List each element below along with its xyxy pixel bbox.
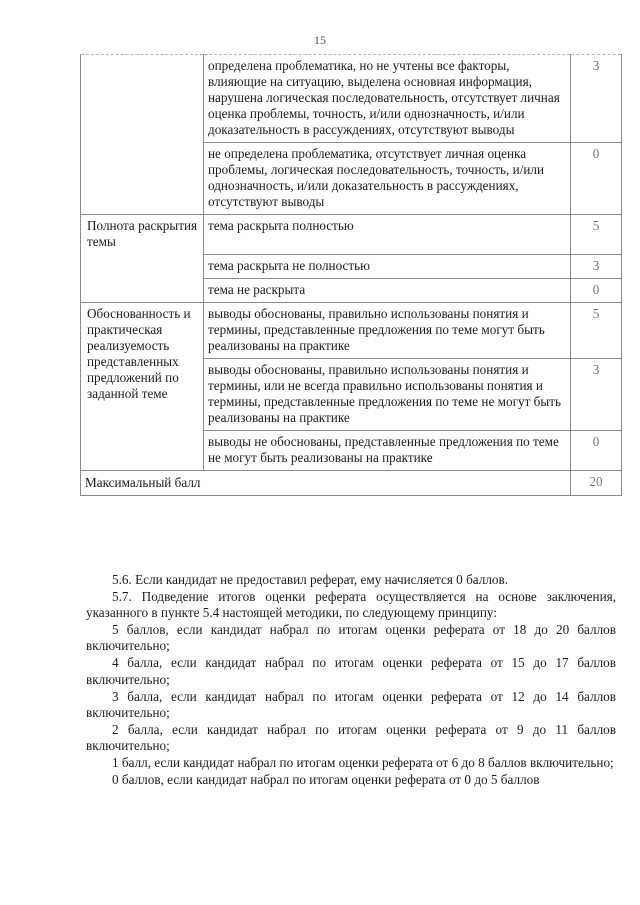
description-cell: выводы обоснованы, правильно использованы понятия и термины, или не всегда правильно использованы понятия и термины, представленные предложения по теме не могут быть реализованы на практике [204,358,571,430]
total-label: Максимальный балл [81,470,571,495]
criterion-cell-continued [81,278,204,302]
page-number: 15 [314,33,326,47]
list-item: 0 баллов, если кандидат набрал по итогам оценки реферата от 0 до 5 баллов [112,772,540,788]
description-cell: тема раскрыта не полностью [204,254,571,278]
table-row [81,302,622,358]
list-item: 3 балла, если кандидат набрал по итогам оценки реферата от 12 до 14 баллов включительно; [86,688,616,720]
score-cell: 3 [571,55,622,143]
description-cell: определена проблематика, но не учтены все факторы, влияющие на ситуацию, выделена основная информация, нарушена логическая последовательность, отсутствует личная оценка проблемы, точность, и/или однозначность, и/или доказательность в рассуждениях, отсутствуют выводы [204,55,571,143]
paragraph-5-6: 5.6. Если кандидат не предоставил реферат, ему начисляется 0 баллов. [112,572,509,587]
table-row [81,215,622,255]
score-cell: 0 [571,430,622,470]
criterion-cell: Полнота раскрытия темы [81,215,204,255]
total-score: 20 [571,470,622,495]
list-item: 1 балл, если кандидат набрал по итогам оценки реферата от 6 до 8 баллов включительно; [112,755,614,771]
list-item: 2 балла, если кандидат набрал по итогам оценки реферата от 9 до 11 баллов включительно; [86,721,616,753]
description-cell: не определена проблематика, отсутствует личная оценка проблемы, логическая последовательность, точность, и/или однозначность, и/или доказательность в рассуждениях, отсутствуют выводы [204,143,571,215]
table-row [81,254,622,278]
criterion-cell [81,55,204,215]
description-cell: выводы не обоснованы, представленные предложения по теме не могут быть реализованы на практике [204,430,571,470]
criterion-cell: Обоснованность и практическая реализуемость представленных предложений по заданной теме [81,302,204,470]
paragraph-5-7: 5.7. Подведение итогов оценки реферата осуществляется на основе заключения, указанного в пункте 5.4 настоящей методики, по следующему принципу: [86,589,616,621]
table-row [81,55,622,143]
score-cell: 3 [571,358,622,430]
score-cell: 3 [571,254,622,278]
score-cell: 5 [571,302,622,358]
description-cell: тема раскрыта полностью [204,215,571,255]
table-total-row [81,470,622,495]
body-text [86,572,616,788]
list-item: 4 балла, если кандидат набрал по итогам оценки реферата от 15 до 17 баллов включительно; [86,655,616,687]
assessment-criteria-table [80,54,622,496]
table-row [81,278,622,302]
score-cell: 0 [571,278,622,302]
description-cell: тема не раскрыта [204,278,571,302]
list-item: 5 баллов, если кандидат набрал по итогам оценки реферата от 18 до 20 баллов включительно; [86,622,616,654]
score-cell: 5 [571,215,622,255]
score-cell: 0 [571,143,622,215]
criterion-cell-continued [81,254,204,278]
description-cell: выводы обоснованы, правильно использованы понятия и термины, представленные предложения по теме могут быть реализованы на практике [204,302,571,358]
